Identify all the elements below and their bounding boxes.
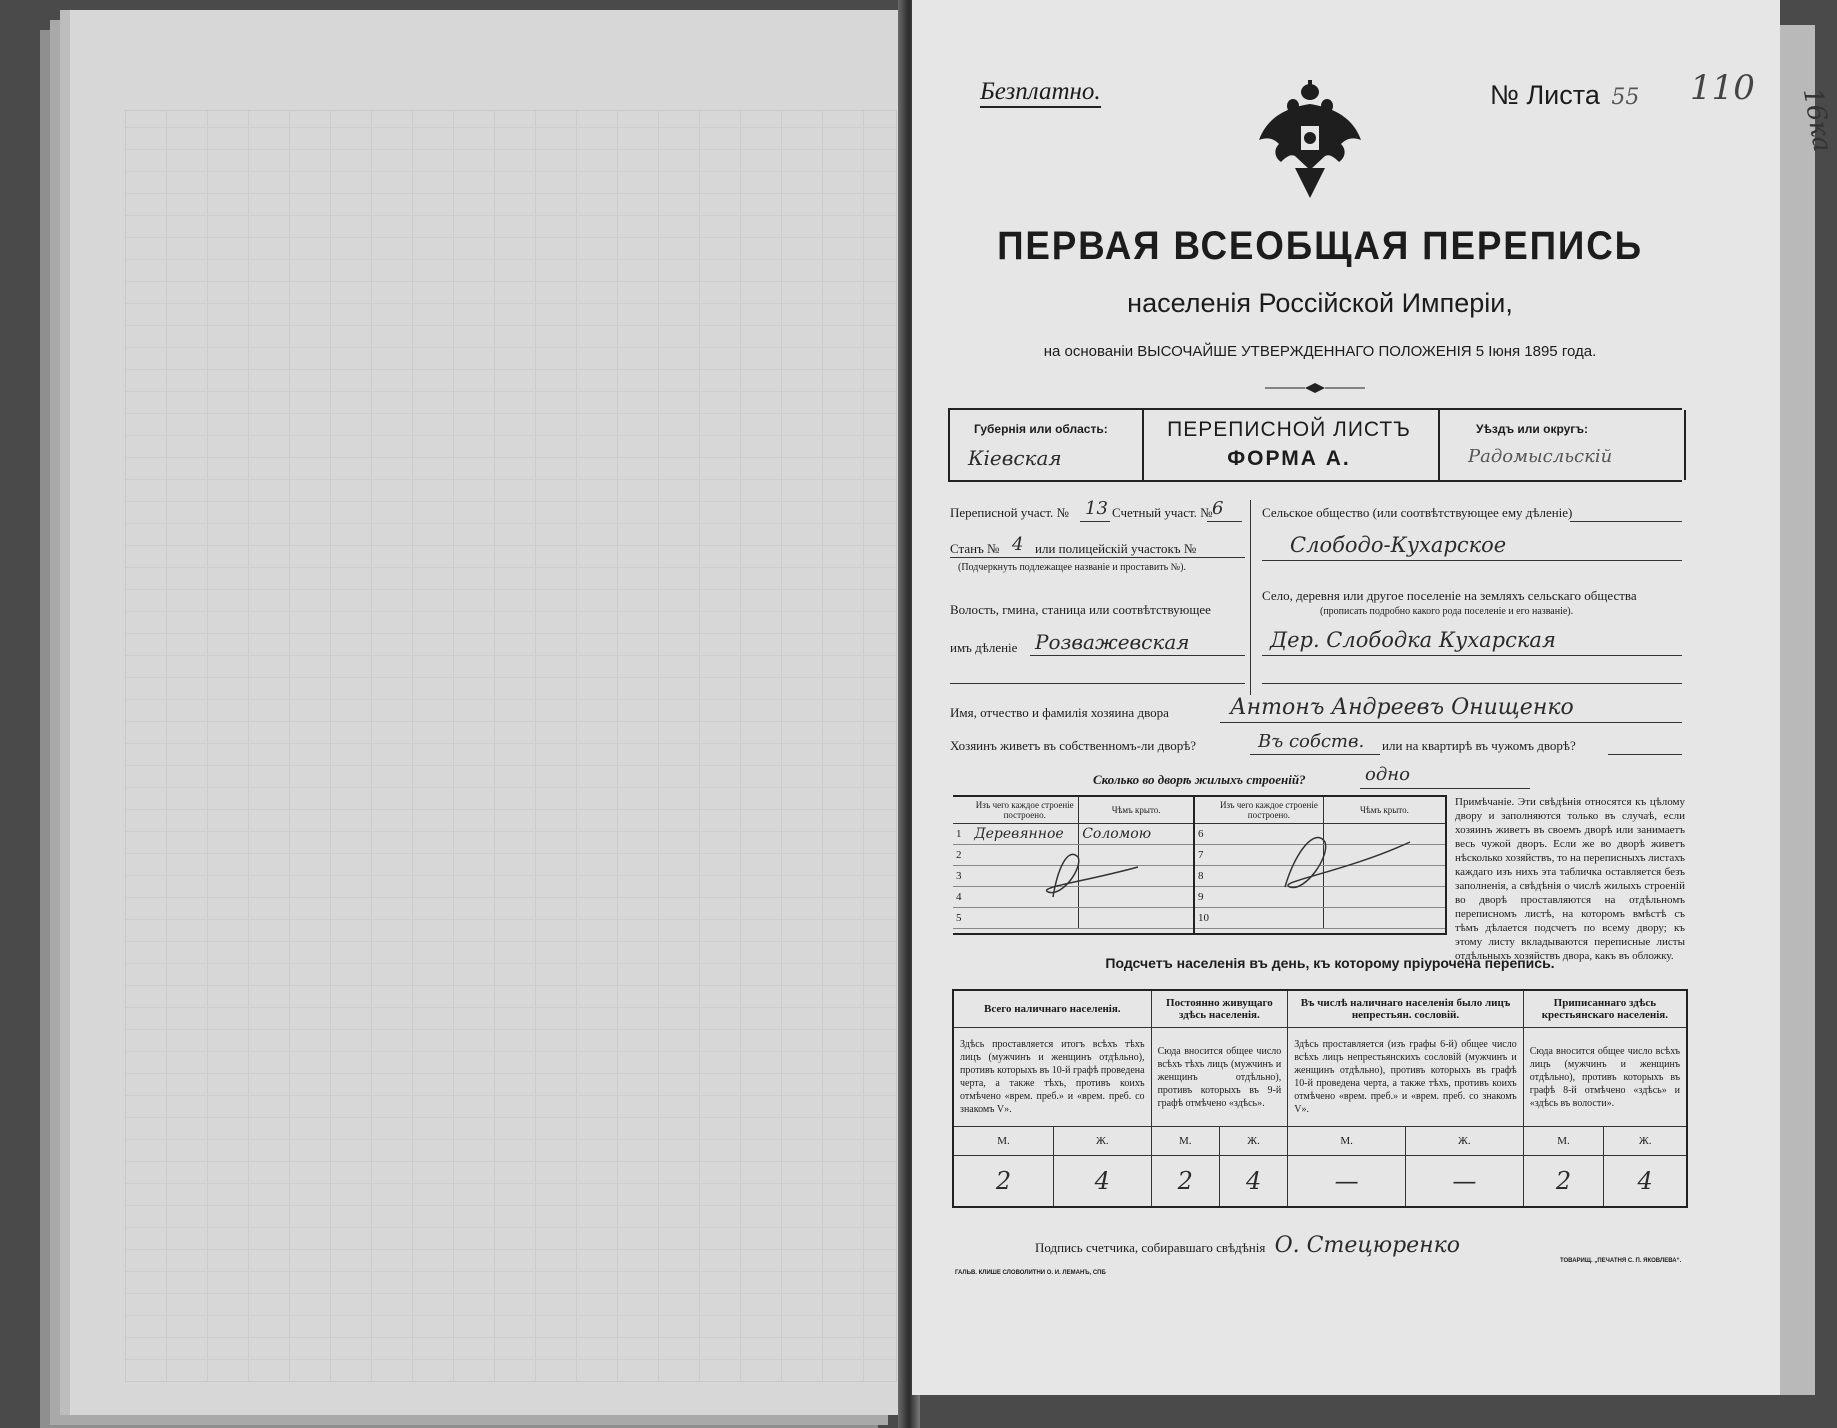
left-page-grid xyxy=(125,110,897,1382)
stan-label: Станъ № xyxy=(950,541,1000,556)
material-cell: Деревянное xyxy=(971,824,1078,845)
roof-cell: Соломою xyxy=(1079,824,1193,845)
column-header: Приписаннаго здѣсь крестьянскаго населенія. xyxy=(1523,990,1687,1028)
legal-basis: на основаніи ВЫСОЧАЙШЕ УТВЕРЖДЕННАГО ПОЛОЖЕНІЯ 5 Іюня 1895 года. xyxy=(1043,343,1597,360)
buildings-count-label: Сколько во дворѣ жилыхъ строеній? xyxy=(1093,772,1306,787)
rent-line xyxy=(1608,754,1682,755)
signature-label: Подпись счетчика, собиравшаго свѣдѣнія xyxy=(1035,1240,1266,1255)
buildings-note: Примѣчаніе. Эти свѣдѣнія относятся къ цѣлому двору и заполняются только въ случаѣ, если хозяинъ живетъ въ своемъ дворѣ или занимаетъ весь чужой дворъ. Если же во дворѣ живетъ нѣсколько хозяйствъ, то на переписныхъ листахъ каждаго изъ нихъ эта табличка оставляется безъ заполненія, а свѣдѣнія о числѣ жилыхъ строеній во дворѣ проставляются на отдѣльномъ переписномъ листѣ, на которомъ вмѣстѣ съ тѣмъ дѣлается подсчетъ по всему двору; къ этому листу вкладываются переписные листы отдѣльныхъ хозяйствъ двора, какъ въ обложку. xyxy=(1455,796,1685,962)
column-header: Всего наличнаго населенія. xyxy=(953,990,1151,1028)
female-header: Ж. xyxy=(1054,1127,1152,1156)
guberniya-value: Кіевская xyxy=(968,446,1062,470)
lives-value: Въ собств. xyxy=(1258,731,1365,752)
table-row: 8 xyxy=(1195,866,1445,887)
uezd-label: Уѣздъ или округъ: xyxy=(1476,422,1589,436)
stan-value: 4 xyxy=(1012,534,1024,555)
female-header: Ж. xyxy=(1604,1127,1687,1156)
sheet-number xyxy=(1490,80,1639,111)
lives-line xyxy=(1250,754,1380,755)
guberniya-label: Губернія или область: xyxy=(974,422,1108,436)
owner-value: Антонъ Андреевъ Онищенко xyxy=(1230,695,1574,720)
uezd-cell xyxy=(1438,410,1686,480)
table-row: 6 xyxy=(1195,824,1445,845)
stan-line xyxy=(950,557,1245,558)
enumerator-signature xyxy=(1035,1233,1460,1258)
female-header: Ж. xyxy=(1219,1127,1287,1156)
buildings-count-line xyxy=(1360,788,1530,789)
population-count-table xyxy=(952,989,1688,1208)
census-subtitle: населенія Россійской Имперіи, xyxy=(1127,288,1513,318)
table-row: 10 xyxy=(1195,908,1445,929)
census-title: ПЕРВАЯ ВСЕОБЩАЯ ПЕРЕПИСЬ xyxy=(997,224,1643,268)
sheet-title: ПЕРЕПИСНОЙ ЛИСТЪ xyxy=(1167,418,1411,441)
male-header: М. xyxy=(1151,1127,1219,1156)
ornament-divider-icon xyxy=(1265,383,1365,393)
male-header: М. xyxy=(1288,1127,1406,1156)
left-page xyxy=(70,10,908,1415)
male-count: 2 xyxy=(1151,1156,1219,1208)
table-row: 4 xyxy=(953,887,1193,908)
female-count: 4 xyxy=(1219,1156,1287,1208)
female-count: 4 xyxy=(1604,1156,1687,1208)
form-header-box xyxy=(948,408,1682,482)
volost-label: Волость, гмина, станица или соотвѣтствующее xyxy=(950,602,1211,617)
table-row: 7 xyxy=(1195,845,1445,866)
guberniya-cell xyxy=(948,410,1144,480)
society-value: Слободо-Кухарское xyxy=(1290,533,1507,557)
volost-label-2: имъ дѣленіе xyxy=(950,640,1018,655)
dash-flourish-icon xyxy=(1023,837,1143,907)
sheet-number-label: № Листа xyxy=(1490,80,1600,110)
owner-label: Имя, отчество и фамилія хозяина двора xyxy=(950,705,1169,720)
counting-district-value: 6 xyxy=(1212,498,1224,519)
settlement-label: Село, деревня или другое поселеніе на земляхъ сельскаго общества xyxy=(1262,588,1637,603)
census-district-label: Переписной участ. № xyxy=(950,505,1069,520)
roof-header: Чѣмъ крыто. xyxy=(1079,797,1193,824)
column-header: Постоянно живущаго здѣсь населенія. xyxy=(1151,990,1288,1028)
society-line xyxy=(1262,560,1682,561)
owner-line xyxy=(1220,722,1682,723)
table-row: 9 xyxy=(1195,887,1445,908)
male-count: 2 xyxy=(1523,1156,1604,1208)
counting-district-label: Счетный участ. № xyxy=(1112,505,1213,520)
lives-label: Хозяинъ живетъ въ собственномъ-ли дворѣ? xyxy=(950,738,1197,753)
column-separator xyxy=(1250,500,1251,695)
female-count: — xyxy=(1405,1156,1523,1208)
settlement-hint: (прописать подробно какого рода поселеніе и его названіе). xyxy=(1320,606,1574,617)
buildings-count-value: одно xyxy=(1365,764,1410,785)
society-label: Сельское общество (или соотвѣтствующее ему дѣленіе) xyxy=(1262,505,1573,520)
male-header: М. xyxy=(1523,1127,1604,1156)
settlement-value: Дер. Слободка Кухарская xyxy=(1270,628,1556,652)
form-label: ФОРМА А. xyxy=(1227,447,1351,470)
material-header: Изъ чего каждое строеніе построено. xyxy=(971,797,1078,824)
uezd-value: Радомысльскій xyxy=(1468,446,1613,467)
settlement-extra-line xyxy=(1262,683,1682,684)
table-row: 2 xyxy=(953,845,1193,866)
table-row: 3 xyxy=(953,866,1193,887)
double-headed-eagle-icon xyxy=(1255,78,1365,203)
volost-line xyxy=(1030,655,1245,656)
society-label-line xyxy=(1570,521,1682,522)
column-description: Сюда вносится общее число всѣхъ тѣхъ лицъ (мужчинъ и женщинъ отдѣльно), противъ которыхъ въ 9-й графѣ отмѣчено «здѣсь». xyxy=(1151,1028,1288,1127)
rent-label: или на квартирѣ въ чужомъ дворѣ? xyxy=(1382,738,1576,753)
sheet-title-cell xyxy=(1142,410,1436,480)
volost-extra-line xyxy=(950,683,1245,684)
counting-district-line xyxy=(1207,521,1242,522)
corner-note: 16ка xyxy=(1796,85,1837,155)
column-description: Здѣсь проставляется (изъ графы 6-й) общее число всѣхъ лицъ непрестьянскихъ сословій (мужчинъ и женщинъ отдѣльно), противъ которыхъ въ графѣ 10-й проведена черта, а также тѣхъ, противъ коихъ отмѣчено «врем. преб.» и «врем. преб. со знакомъ V». xyxy=(1288,1028,1523,1127)
table-row: 5 xyxy=(953,908,1193,929)
column-description: Здѣсь проставляется итогъ всѣхъ тѣхъ лицъ (мужчинъ и женщинъ отдѣльно), противъ которыхъ въ 10-й графѣ проведена черта, а также тѣхъ, противъ коихъ отмѣчено «врем. преб.» и «врем. преб. со знакомъ V». xyxy=(953,1028,1151,1127)
census-district-value: 13 xyxy=(1085,498,1108,519)
buildings-table-left xyxy=(953,795,1195,935)
buildings-table-right: Изъ чего каждое строеніе построено. Чѣмъ крыто. 6 7 8 9 10 xyxy=(1195,795,1447,935)
police-district-label: или полицейскій участокъ № xyxy=(1035,541,1197,556)
column-description: Сюда вносится общее число всѣхъ лицъ (мужчинъ и женщинъ отдѣльно), противъ которыхъ въ графѣ 8-й отмѣчено «здѣсь» и «здѣсь въ волости». xyxy=(1523,1028,1687,1127)
census-district-line xyxy=(1080,521,1110,522)
count-title: Подсчетъ населенія въ день, къ которому пріурочена перепись. xyxy=(1105,955,1555,971)
sheet-number-value: 55 xyxy=(1611,85,1640,110)
column-header: Въ числѣ наличнаго населенія было лицъ непрестьян. сословій. xyxy=(1288,990,1523,1028)
underline-hint: (Подчеркнуть подлежащее названіе и проставить №). xyxy=(958,562,1186,573)
printer-imprint-right: ТОВАРИЩ. „ПЕЧАТНЯ С. П. ЯКОВЛЕВА“. xyxy=(1560,1258,1682,1264)
num-header xyxy=(953,797,971,824)
table-row: 1 Деревянное Соломою xyxy=(953,824,1193,845)
male-header: М. xyxy=(953,1127,1054,1156)
volost-value: Розважевская xyxy=(1035,630,1190,654)
male-count: 2 xyxy=(953,1156,1054,1208)
printer-imprint-left: ГАЛЬВ. КЛИШЕ СЛОВОЛИТНИ О. И. ЛЕМАНЪ, СПБ xyxy=(955,1270,1106,1276)
dash-flourish-icon xyxy=(1265,822,1415,902)
settlement-line xyxy=(1262,655,1682,656)
female-header: Ж. xyxy=(1405,1127,1523,1156)
free-label: Безплатно. xyxy=(980,78,1101,105)
signature-value: О. Стецюренко xyxy=(1274,1233,1461,1258)
female-count: 4 xyxy=(1054,1156,1152,1208)
archive-number: 110 xyxy=(1690,68,1755,108)
male-count: — xyxy=(1288,1156,1406,1208)
